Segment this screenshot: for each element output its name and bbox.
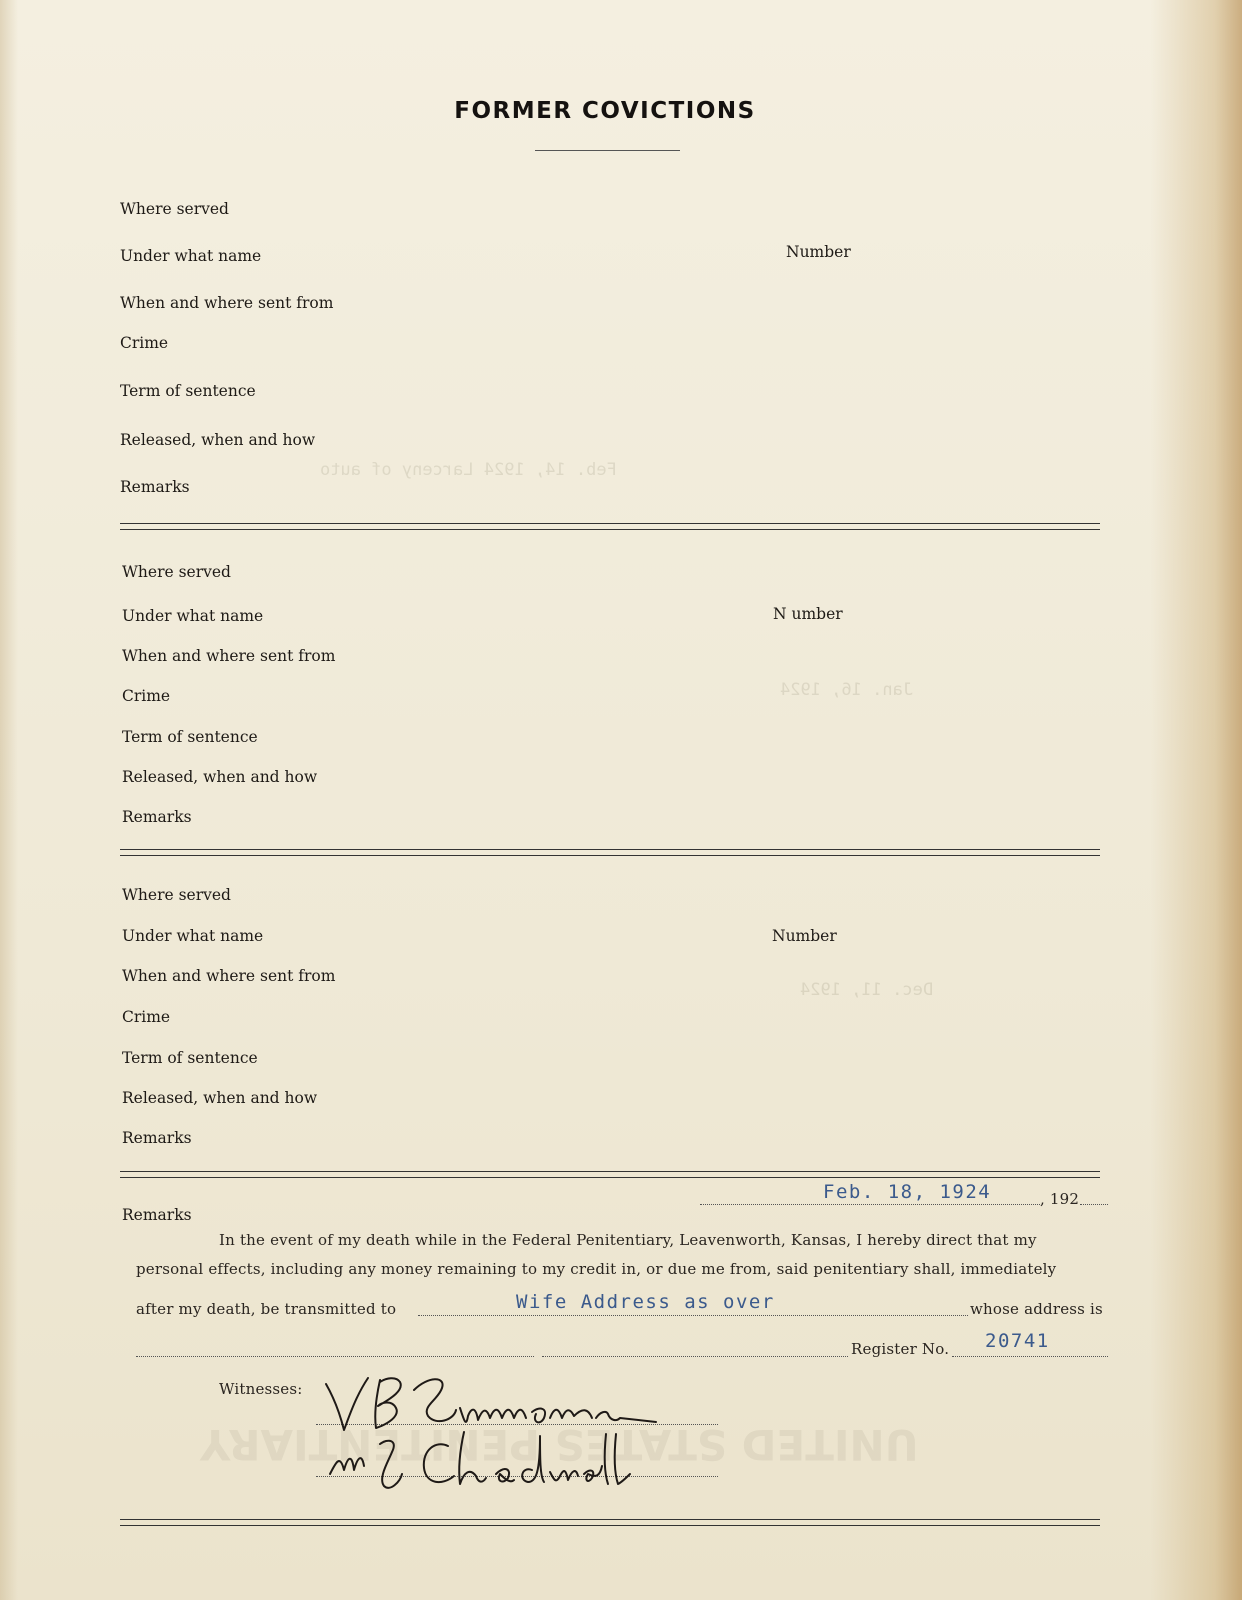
title-underline bbox=[535, 150, 680, 151]
section-divider bbox=[120, 1171, 1100, 1178]
when-where-sent-label: When and where sent from bbox=[120, 294, 334, 312]
register-typed-value: 20741 bbox=[985, 1330, 1050, 1352]
remarks-label: Remarks bbox=[120, 478, 190, 496]
section-divider bbox=[120, 523, 1100, 530]
released-label: Released, when and how bbox=[122, 768, 318, 786]
where-served-label: Where served bbox=[120, 200, 229, 218]
transmit-prefix: after my death, be transmitted to bbox=[136, 1300, 397, 1318]
crime-label: Crime bbox=[122, 1008, 171, 1026]
released-label: Released, when and how bbox=[120, 431, 316, 449]
when-where-sent-label: When and where sent from bbox=[122, 647, 336, 665]
released-label: Released, when and how bbox=[122, 1089, 318, 1107]
number-label: Number bbox=[786, 243, 851, 261]
section-divider bbox=[120, 849, 1100, 856]
witness-2-signature bbox=[318, 1426, 648, 1496]
term-of-sentence-label: Term of sentence bbox=[122, 728, 258, 746]
crime-label: Crime bbox=[120, 334, 169, 352]
bleed-through-text: Feb. 14, 1924 Larceny of auto bbox=[320, 460, 617, 480]
page-title: FORMER COVICTIONS bbox=[454, 98, 756, 124]
address-dotted-line-1 bbox=[136, 1356, 534, 1357]
where-served-label: Where served bbox=[122, 563, 231, 581]
transmit-dotted-line bbox=[418, 1315, 968, 1316]
register-dotted-line bbox=[952, 1356, 1108, 1357]
date-dotted-line bbox=[700, 1204, 1040, 1205]
witnesses-label: Witnesses: bbox=[219, 1380, 303, 1398]
where-served-label: Where served bbox=[122, 886, 231, 904]
under-what-name-label: Under what name bbox=[122, 607, 264, 625]
under-what-name-label: Under what name bbox=[120, 247, 262, 265]
term-of-sentence-label: Term of sentence bbox=[122, 1049, 258, 1067]
date-year-suffix: , 192 bbox=[1040, 1190, 1080, 1208]
paper-edge-shadow bbox=[0, 0, 18, 1600]
term-of-sentence-label: Term of sentence bbox=[120, 382, 256, 400]
date-year-dots bbox=[1080, 1204, 1108, 1205]
number-label: N umber bbox=[773, 605, 843, 623]
remarks-label: Remarks bbox=[122, 1206, 192, 1224]
address-dotted-line-2 bbox=[542, 1356, 848, 1357]
number-label: Number bbox=[772, 927, 837, 945]
declaration-line-1: In the event of my death while in the Federal Penitentiary, Leavenworth, Kansas, I hereby direct that my bbox=[219, 1231, 1037, 1249]
declaration-line-2: personal effects, including any money remaining to my credit in, or due me from, said penitentiary shall, immediately bbox=[136, 1260, 1057, 1278]
date-typed-value: Feb. 18, 1924 bbox=[823, 1181, 992, 1203]
transmit-typed-value: Wife Address as over bbox=[516, 1291, 775, 1313]
remarks-label: Remarks bbox=[122, 808, 192, 826]
bleed-through-text: Dec. 11, 1924 bbox=[800, 980, 934, 1000]
crime-label: Crime bbox=[122, 687, 171, 705]
register-no-label: Register No. bbox=[851, 1340, 950, 1358]
when-where-sent-label: When and where sent from bbox=[122, 967, 336, 985]
remarks-label: Remarks bbox=[122, 1129, 192, 1147]
bleed-through-text: Jan. 16, 1924 bbox=[780, 680, 914, 700]
bleed-through-heading: UNITED STATES PENITENTIARY bbox=[200, 1420, 919, 1469]
under-what-name-label: Under what name bbox=[122, 927, 264, 945]
whose-address-label: whose address is bbox=[970, 1300, 1103, 1318]
bottom-divider bbox=[120, 1519, 1100, 1526]
